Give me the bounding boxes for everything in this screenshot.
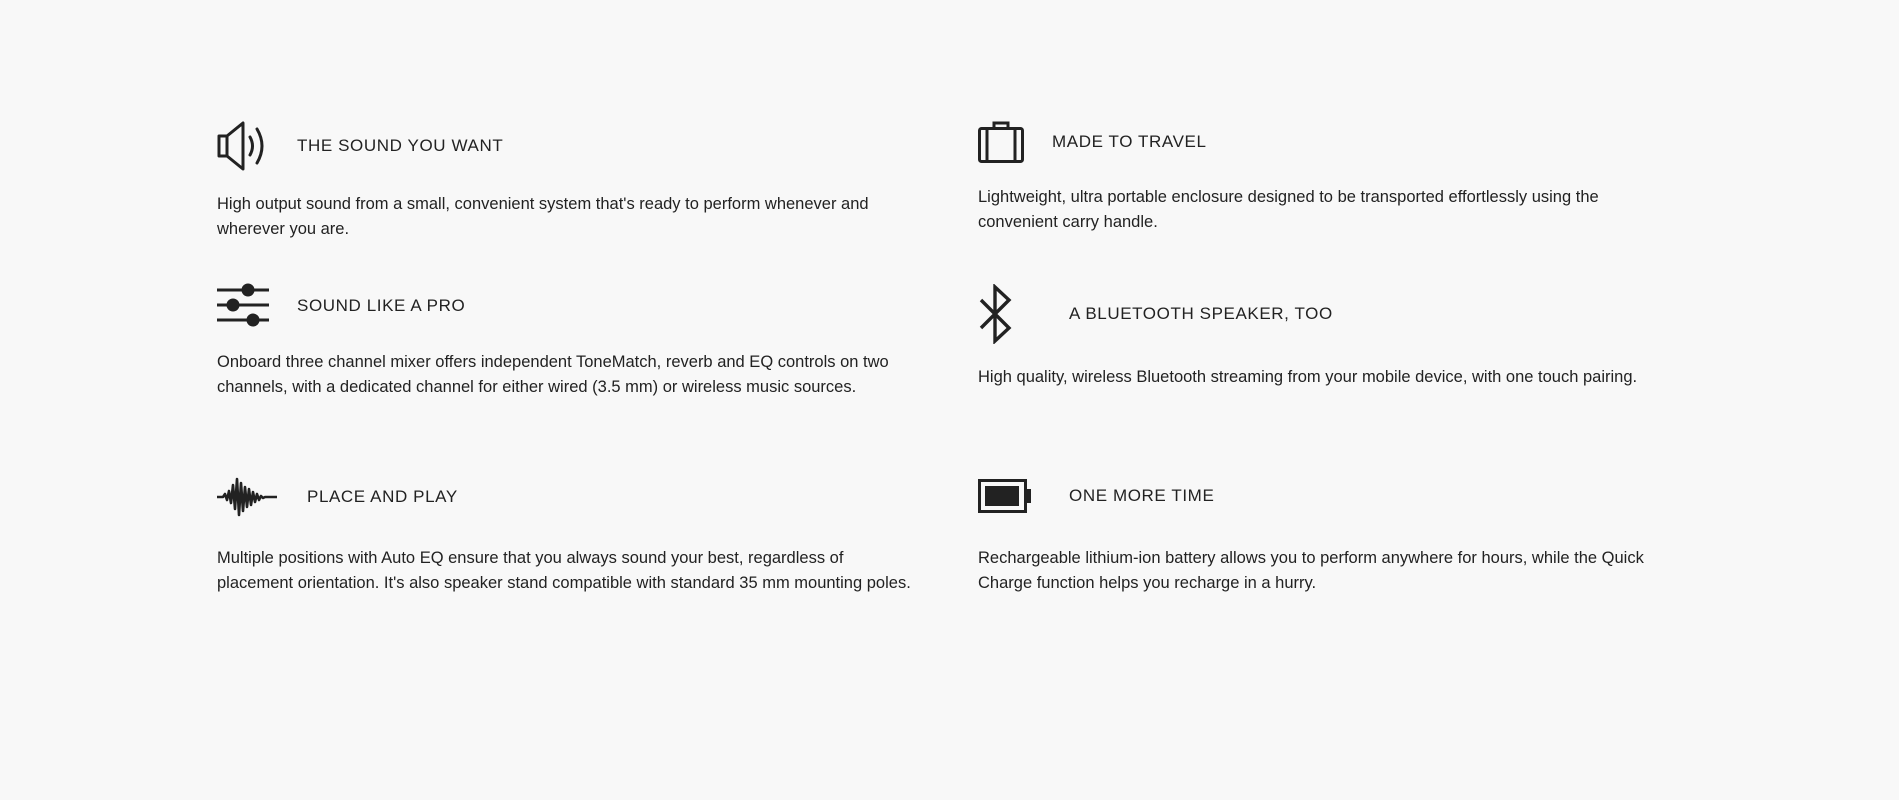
feature-place-and-play [217, 474, 917, 596]
feature-header [217, 282, 917, 330]
feature-header [217, 474, 917, 520]
feature-description: High output sound from a small, convenient system that's ready to perform whenever and wherever you are. [217, 195, 869, 238]
feature-header [978, 476, 1678, 516]
speaker-icon [217, 121, 297, 171]
suitcase-icon [978, 121, 1052, 163]
feature-title: SOUND LIKE A PRO [297, 296, 466, 315]
feature-title: PLACE AND PLAY [307, 487, 458, 506]
feature-description: Rechargeable lithium-ion battery allows you to perform anywhere for hours, while the Quick Charge function helps you recharge in a hurry. [978, 549, 1644, 592]
sliders-icon [217, 283, 297, 329]
feature-description: Onboard three channel mixer offers independent ToneMatch, reverb and EQ controls on two channels, with a dedicated channel for either wired (3.5 mm) or wireless music sources. [217, 353, 889, 396]
feature-header [217, 120, 917, 172]
feature-sound-you-want [217, 120, 917, 242]
feature-title: THE SOUND YOU WANT [297, 136, 504, 155]
feature-one-more-time [978, 476, 1678, 596]
feature-bluetooth-speaker [978, 282, 1678, 390]
feature-description: Multiple positions with Auto EQ ensure that you always sound your best, regardless of placement orientation. It's also speaker stand compatible with standard 35 mm mounting poles. [217, 549, 911, 592]
feature-sound-like-a-pro [217, 282, 917, 400]
feature-title: MADE TO TRAVEL [1052, 132, 1207, 151]
feature-header [978, 282, 1678, 346]
bluetooth-icon [978, 284, 1069, 344]
battery-icon [978, 479, 1069, 513]
feature-description: Lightweight, ultra portable enclosure designed to be transported effortlessly using the convenient carry handle. [978, 188, 1599, 231]
feature-made-to-travel [978, 120, 1678, 235]
sound-wave-icon [217, 475, 307, 519]
feature-title: A BLUETOOTH SPEAKER, TOO [1069, 304, 1333, 323]
feature-description: High quality, wireless Bluetooth streaming from your mobile device, with one touch pairing. [978, 368, 1638, 386]
feature-title: ONE MORE TIME [1069, 486, 1215, 505]
feature-header [978, 120, 1678, 164]
